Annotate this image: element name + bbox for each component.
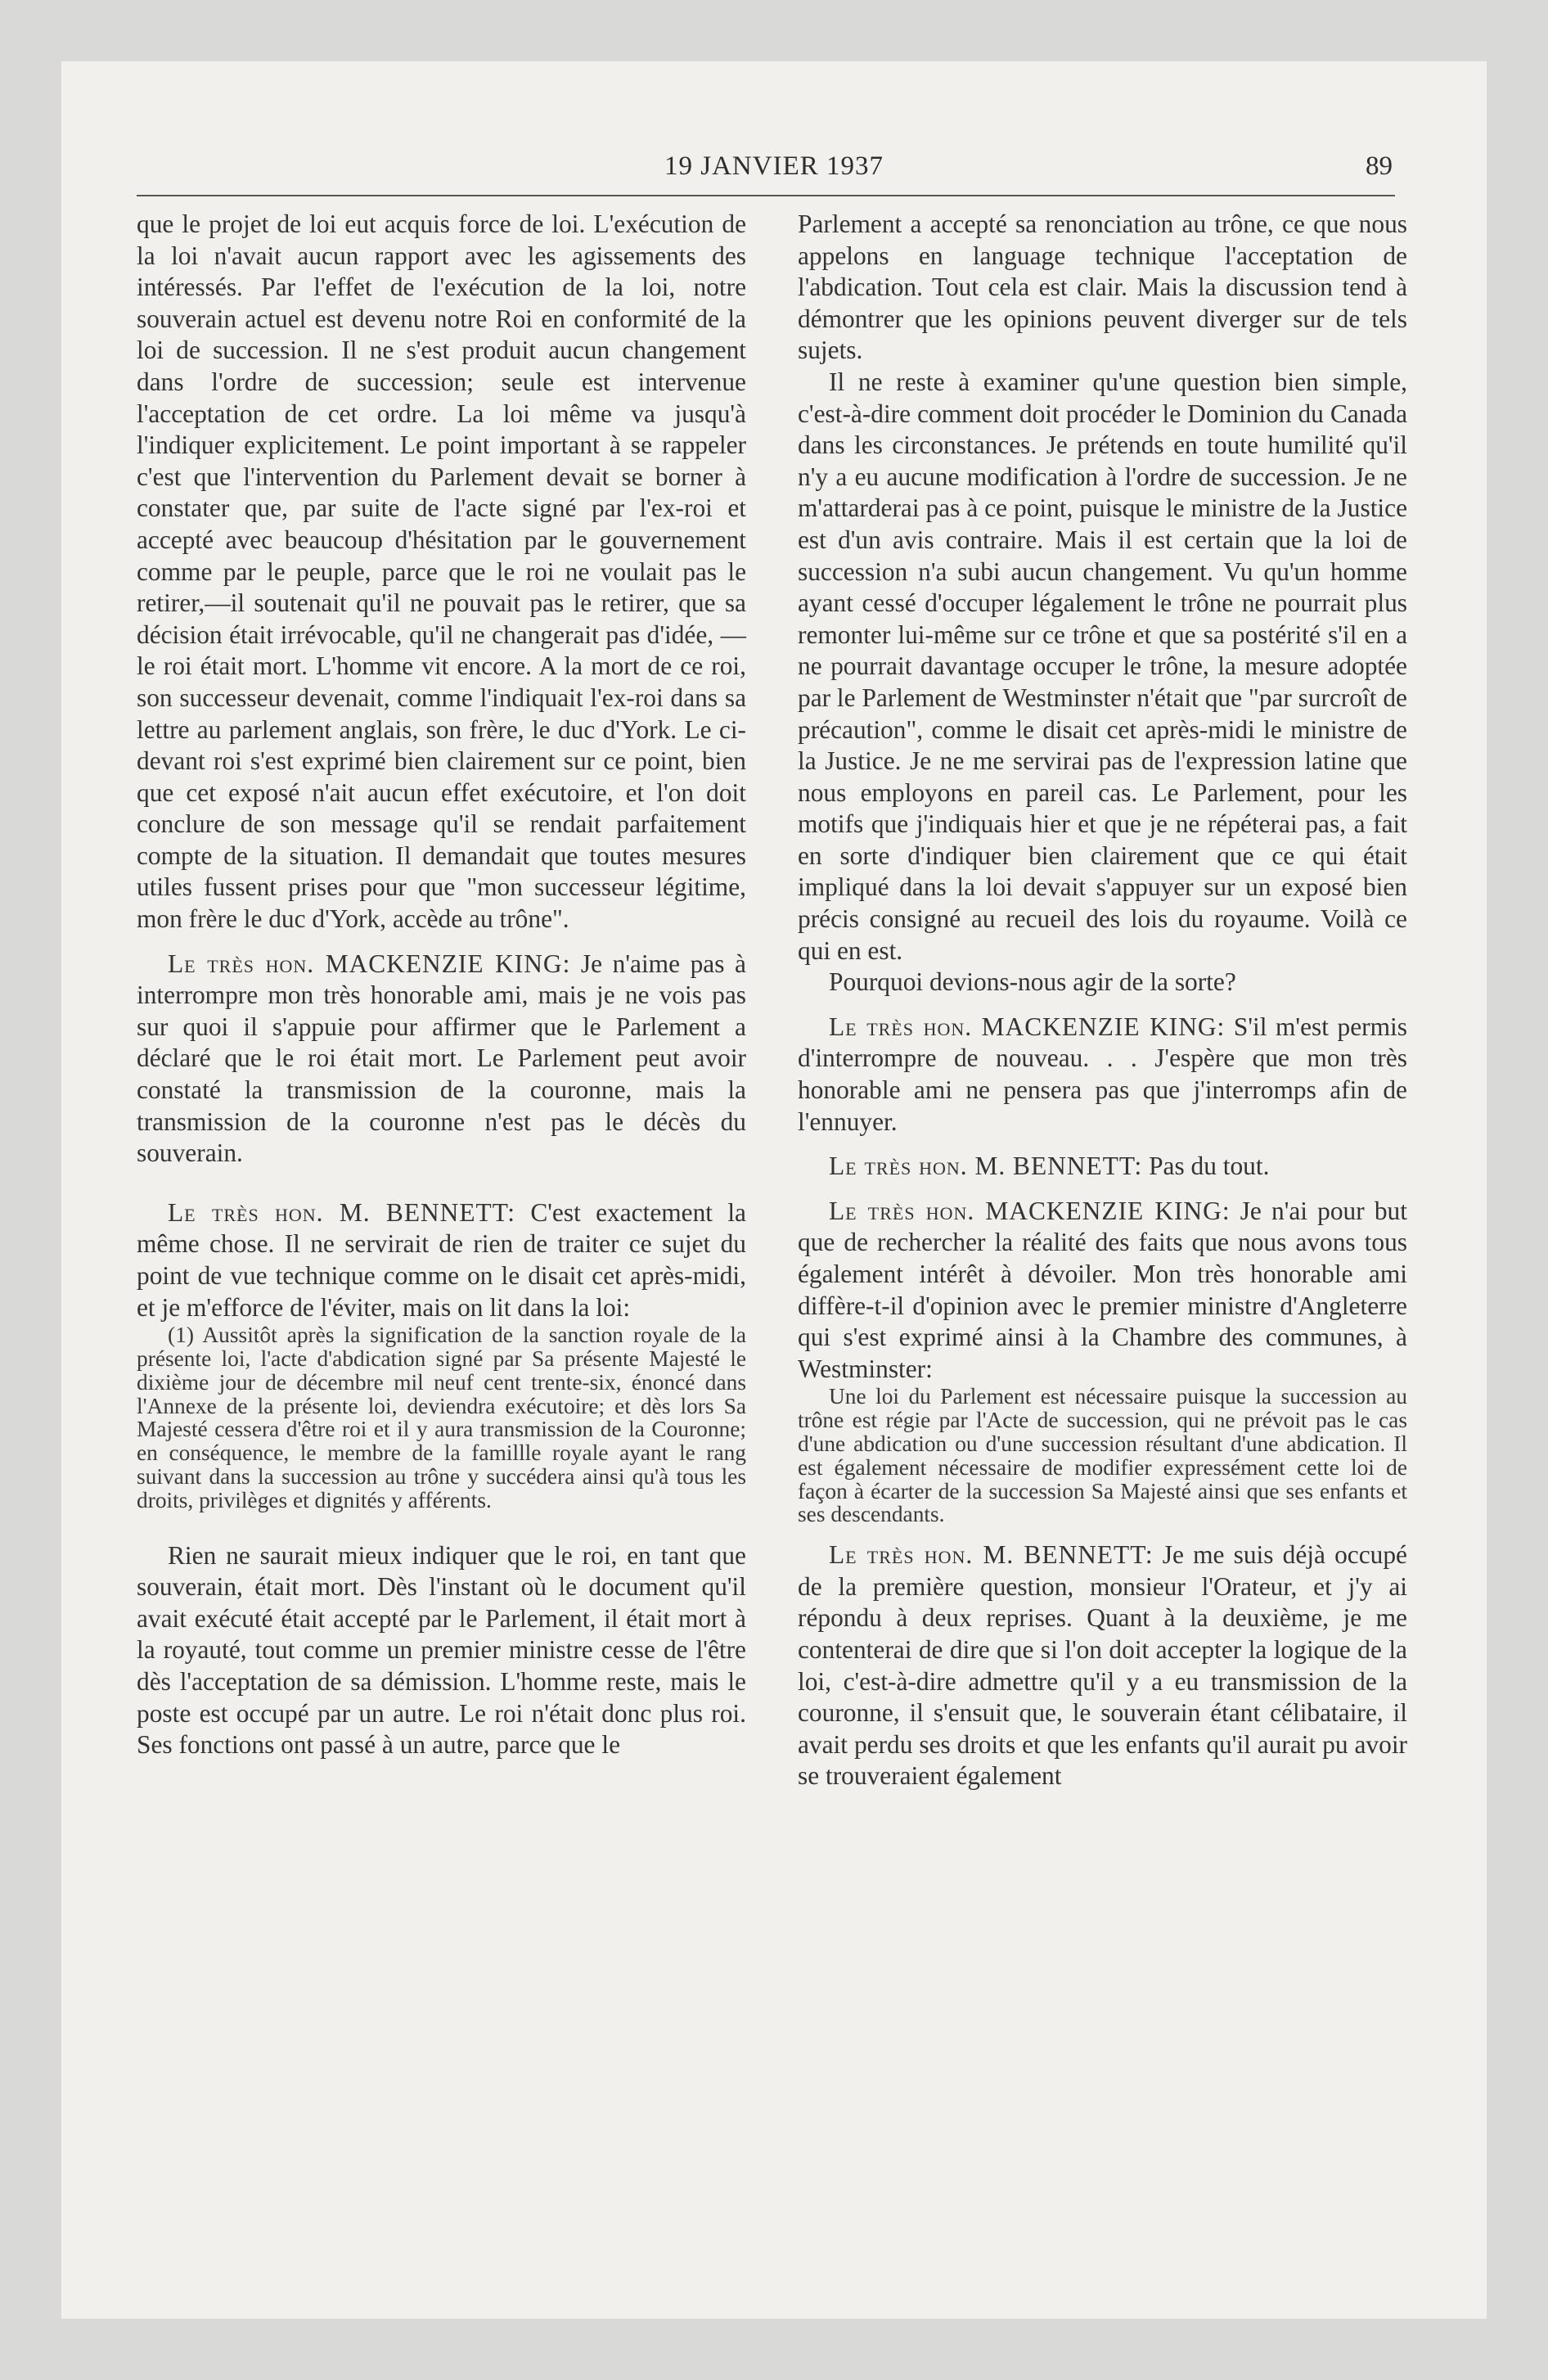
- speech-text: S'il m'est permis d'interrompre de nouveau. . . J'espère que mon très honorable ami ne pensera pas que j'interromps afin de l'ennuyer.: [798, 1012, 1407, 1136]
- header-date: 19 JANVIER 1937: [664, 151, 884, 181]
- page-number: 89: [1366, 151, 1393, 181]
- left-column: [137, 209, 746, 1761]
- paragraph: [137, 1197, 746, 1323]
- paragraph: Parlement a accepté sa renonciation au trône, ce que nous appelons en language technique l'acceptation de l'abdication. Tout cela est clair. Mais la discussion tend à démontrer que les opinions peuvent diverger sur de tels sujets.: [798, 210, 1407, 365]
- paragraph: [798, 1539, 1407, 1792]
- speech-text: Je n'aime pas à interrompre mon très honorable ami, mais je ne vois pas sur quoi il s'appuie pour affirmer que le Parlement a déclaré que le roi était mort. Le Parlement peut avoir constaté la transmission de la couronne, mais la transmission de la couronne n'est pas le décès du souverain.: [137, 949, 746, 1168]
- speaker-name: Le très hon. MACKENZIE KING:: [829, 1196, 1231, 1225]
- speech-text: C'est exactement la même chose. Il ne servirait de rien de traiter ce sujet du point de vue technique comme on le disait cet après-midi, et je m'efforce de l'éviter, mais on lit dans la loi:: [137, 1197, 746, 1322]
- paragraph: que le projet de loi eut acquis force de loi. L'exécution de la loi n'avait aucun rapport avec les agissements des intéressés. Par l'effet de l'exécution de la loi, notre souverain actuel est devenu notre Roi en conformité de la loi de succession. Il ne s'est produit aucun changement dans l'ordre de succession; seule est intervenue l'acceptation de cet ordre. La loi même va jusqu'à l'indiquer explicitement. Le point important à se rappeler c'est que l'intervention du Parlement devait se borner à constater que, par suite de l'acte signé par l'ex-roi et accepté avec beaucoup d'hésitation par le gouvernement comme par le peuple, parce que le roi ne voulait pas le retirer,—il soutenait qu'il ne pouvait pas le retirer, que sa décision était irrévocable, qu'il ne changerait pas d'idée, —le roi était mort. L'homme vit encore. A la mort de ce roi, son successeur devenait, comme l'indiquait l'ex-roi dans sa lettre au parlement anglais, son frère, le duc d'York. Le ci-devant roi s'est exprimé bien clairement sur ce point, bien que cet exposé n'ait aucun effet exécutoire, et l'on doit conclure de son message qu'il se rendait parfaitement compte de la situation. Il demandait que toutes mesures utiles fussent prises pour que "mon successeur légitime, mon frère le duc d'York, accède au trône".: [137, 210, 746, 934]
- speaker-name: Le très hon. MACKENZIE KING:: [168, 949, 571, 978]
- quoted-statute: (1) Aussitôt après la signification de la sanction royale de la présente loi, l'acte d'abdication signé par Sa présente Majesté le dixième jour de décembre mil neuf cent trente-six, énoncé dans l'Annexe de la présente loi, deviendra exécutoire; et dès lors Sa Majesté cessera d'être roi et il y aura transmission de la Couronne; en conséquence, le membre de la famillle royale ayant le rang suivant dans la succession au trône y succédera ainsi qu'à tous les droits, privilèges et dignités y afférents.: [137, 1323, 746, 1512]
- paragraph: Rien ne saurait mieux indiquer que le roi, en tant que souverain, était mort. Dès l'instant où le document qu'il avait exécuté était accepté par le Parlement, il était mort à la royauté, tout comme un premier ministre cesse de l'être dès l'acceptation de sa démission. L'homme reste, mais le poste est occupé par un autre. Le roi n'était donc plus roi. Ses fonctions ont passé à un autre, parce que le: [137, 1540, 746, 1760]
- paragraph: [798, 1151, 1407, 1183]
- speech-text: Je me suis déjà occupé de la première question, monsieur l'Orateur, et j'y ai répondu à deux reprises. Quant à la deuxième, je me contenterai de dire que si l'on doit accepter la logique de la loi, c'est-à-dire admettre qu'il y a eu transmission de la couronne, il s'ensuit que, le souverain étant célibataire, il avait perdu ses droits et que les enfants qu'il aurait pu avoir se trouveraient également: [798, 1540, 1407, 1791]
- header-rule: [137, 195, 1395, 196]
- document-page: [61, 61, 1487, 2319]
- paragraph: [798, 1012, 1407, 1138]
- right-column: [798, 209, 1407, 1792]
- quoted-statement: Une loi du Parlement est nécessaire puisque la succession au trône est régie par l'Acte de succession, qui ne prévoit pas le cas d'une abdication ou d'une succession résultant d'une abdication. Il est également nécessaire de modifier expressément cette loi de façon à écarter de la succession Sa Majesté ainsi que ses enfants et ses descendants.: [798, 1384, 1407, 1527]
- speaker-name: Le très hon. MACKENZIE KING:: [829, 1012, 1226, 1041]
- paragraph: [137, 949, 746, 1170]
- page-header: [61, 151, 1487, 192]
- paragraph: Il ne reste à examiner qu'une question bien simple, c'est-à-dire comment doit procéder le Dominion du Canada dans les circonstances. Je prétends en toute humilité qu'il n'y a eu aucune modification à l'ordre de succession. Je ne m'attarderai pas à ce point, puisque le ministre de la Justice est d'un avis contraire. Mais il est certain que la loi de succession n'a subi aucun changement. Vu qu'un homme ayant cessé d'occuper légalement le trône ne pourrait plus remonter lui-même sur ce trône et que sa postérité s'il en a ne pourrait davantage occuper le trône, la mesure adoptée par le Parlement de Westminster n'était que "par surcroît de précaution", comme le disait cet après-midi le ministre de la Justice. Je ne me servirai pas de l'expression latine que nous employons en pareil cas. Le Parlement, pour les motifs que j'indiquais hier et que je ne répéterai pas, a fait en sorte d'indiquer bien clairement que ce qui était impliqué dans la loi devait s'appuyer sur un exposé bien précis consigné au recueil des lois du royaume. Voilà ce qui en est.: [798, 367, 1407, 965]
- speaker-name: Le très hon. M. BENNETT:: [829, 1152, 1143, 1181]
- paragraph: [798, 1196, 1407, 1386]
- speech-text: Pas du tout.: [1149, 1152, 1270, 1181]
- paragraph: Pourquoi devions-nous agir de la sorte?: [829, 967, 1236, 997]
- speaker-name: Le très hon. M. BENNETT:: [829, 1540, 1154, 1570]
- speaker-name: Le très hon. M. BENNETT:: [168, 1197, 516, 1227]
- speech-text: Je n'ai pour but que de rechercher la réalité des faits que nous avons tous également intérêt à dévoiler. Mon très honorable ami diffère-t-il d'opinion avec le premier ministre d'Angleterre qui s'est exprimé ainsi à la Chambre des communes, à Westminster:: [798, 1196, 1407, 1383]
